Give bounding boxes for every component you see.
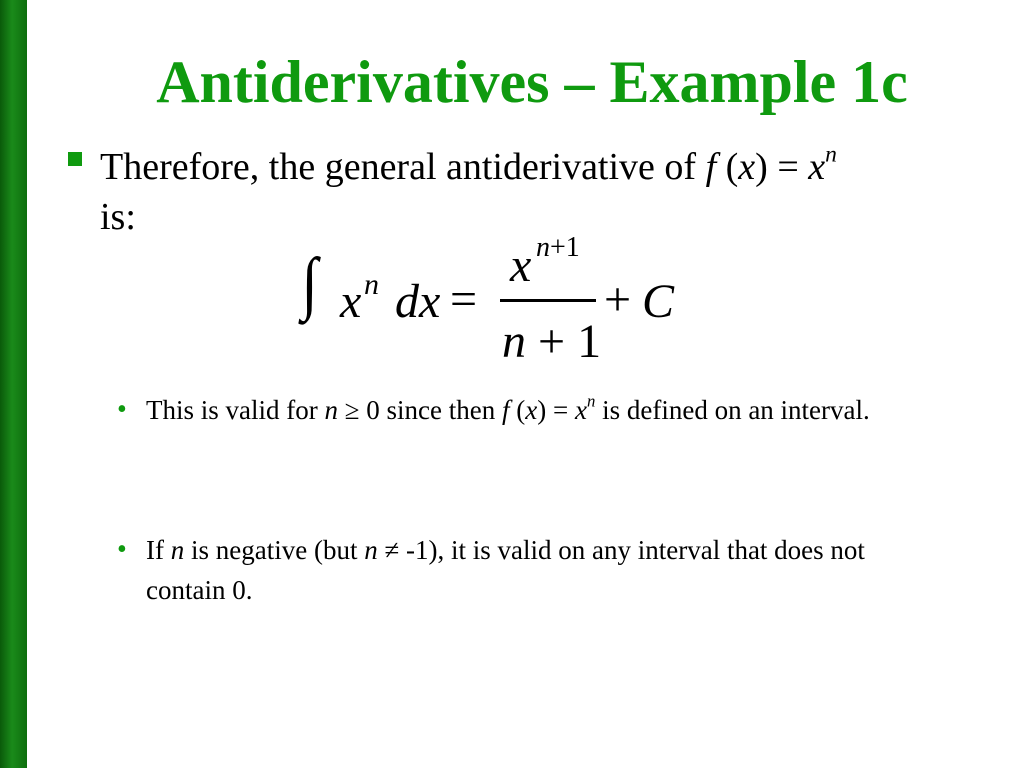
numerator-exponent-n: n	[536, 232, 550, 263]
sb2-p2: is negative (but	[184, 535, 365, 565]
denominator-rest: + 1	[526, 315, 602, 368]
formula-constant-c: C	[642, 275, 675, 328]
main-text-open: (	[716, 146, 739, 188]
sb1-x: x	[525, 395, 538, 425]
sub-bullet-dot-icon: •	[117, 534, 127, 565]
formula-exponent-n: n	[364, 268, 379, 301]
sb1-x2: x	[574, 395, 587, 425]
sub-bullet-dot-icon: •	[117, 394, 127, 425]
sb1-f: f	[502, 395, 510, 425]
main-text-tail: is:	[100, 196, 136, 238]
sb1-p4: ) =	[537, 395, 575, 425]
main-bullet-text	[100, 142, 1000, 242]
antiderivative-formula	[300, 232, 700, 372]
main-text-x2: x	[808, 146, 826, 188]
integral-sign: ∫	[301, 245, 318, 322]
fraction-bar	[500, 299, 596, 302]
sb1-p1: This is valid for	[146, 395, 325, 425]
formula-x: x	[340, 275, 362, 328]
square-bullet-icon	[68, 152, 82, 166]
main-text-exponent: n	[825, 141, 837, 168]
numerator-exponent-rest: +1	[550, 232, 580, 263]
side-accent-bar	[0, 0, 27, 768]
sb1-n: n	[324, 395, 338, 425]
sb2-n2: n	[364, 535, 378, 565]
main-text-f: f	[705, 146, 717, 188]
denominator-n: n	[502, 315, 526, 368]
sb1-p5: is defined on an interval.	[595, 395, 870, 425]
sb2-n: n	[170, 535, 185, 565]
numerator-x: x	[510, 239, 532, 292]
sb2-p1: If	[146, 535, 171, 565]
denominator	[502, 314, 601, 369]
sb2-p3: ≠ -1), it is valid on any interval that does not contain 0.	[146, 535, 865, 605]
main-text-x: x	[738, 146, 756, 188]
sub-bullet-text-2	[146, 530, 886, 610]
main-text-lead: Therefore, the general antiderivative of	[100, 146, 706, 188]
formula-plus: +	[604, 273, 632, 326]
numerator-exponent	[536, 232, 580, 264]
sb1-exponent: n	[586, 391, 596, 411]
formula-equals: =	[450, 273, 478, 326]
formula-dx: dx	[395, 275, 441, 328]
sb1-p3: (	[509, 395, 526, 425]
sub-bullet-text-1	[146, 390, 976, 430]
slide-title: Antiderivatives – Example 1c	[156, 49, 908, 115]
sb1-p2: ≥ 0 since then	[337, 395, 503, 425]
main-text-close: ) =	[755, 146, 809, 188]
